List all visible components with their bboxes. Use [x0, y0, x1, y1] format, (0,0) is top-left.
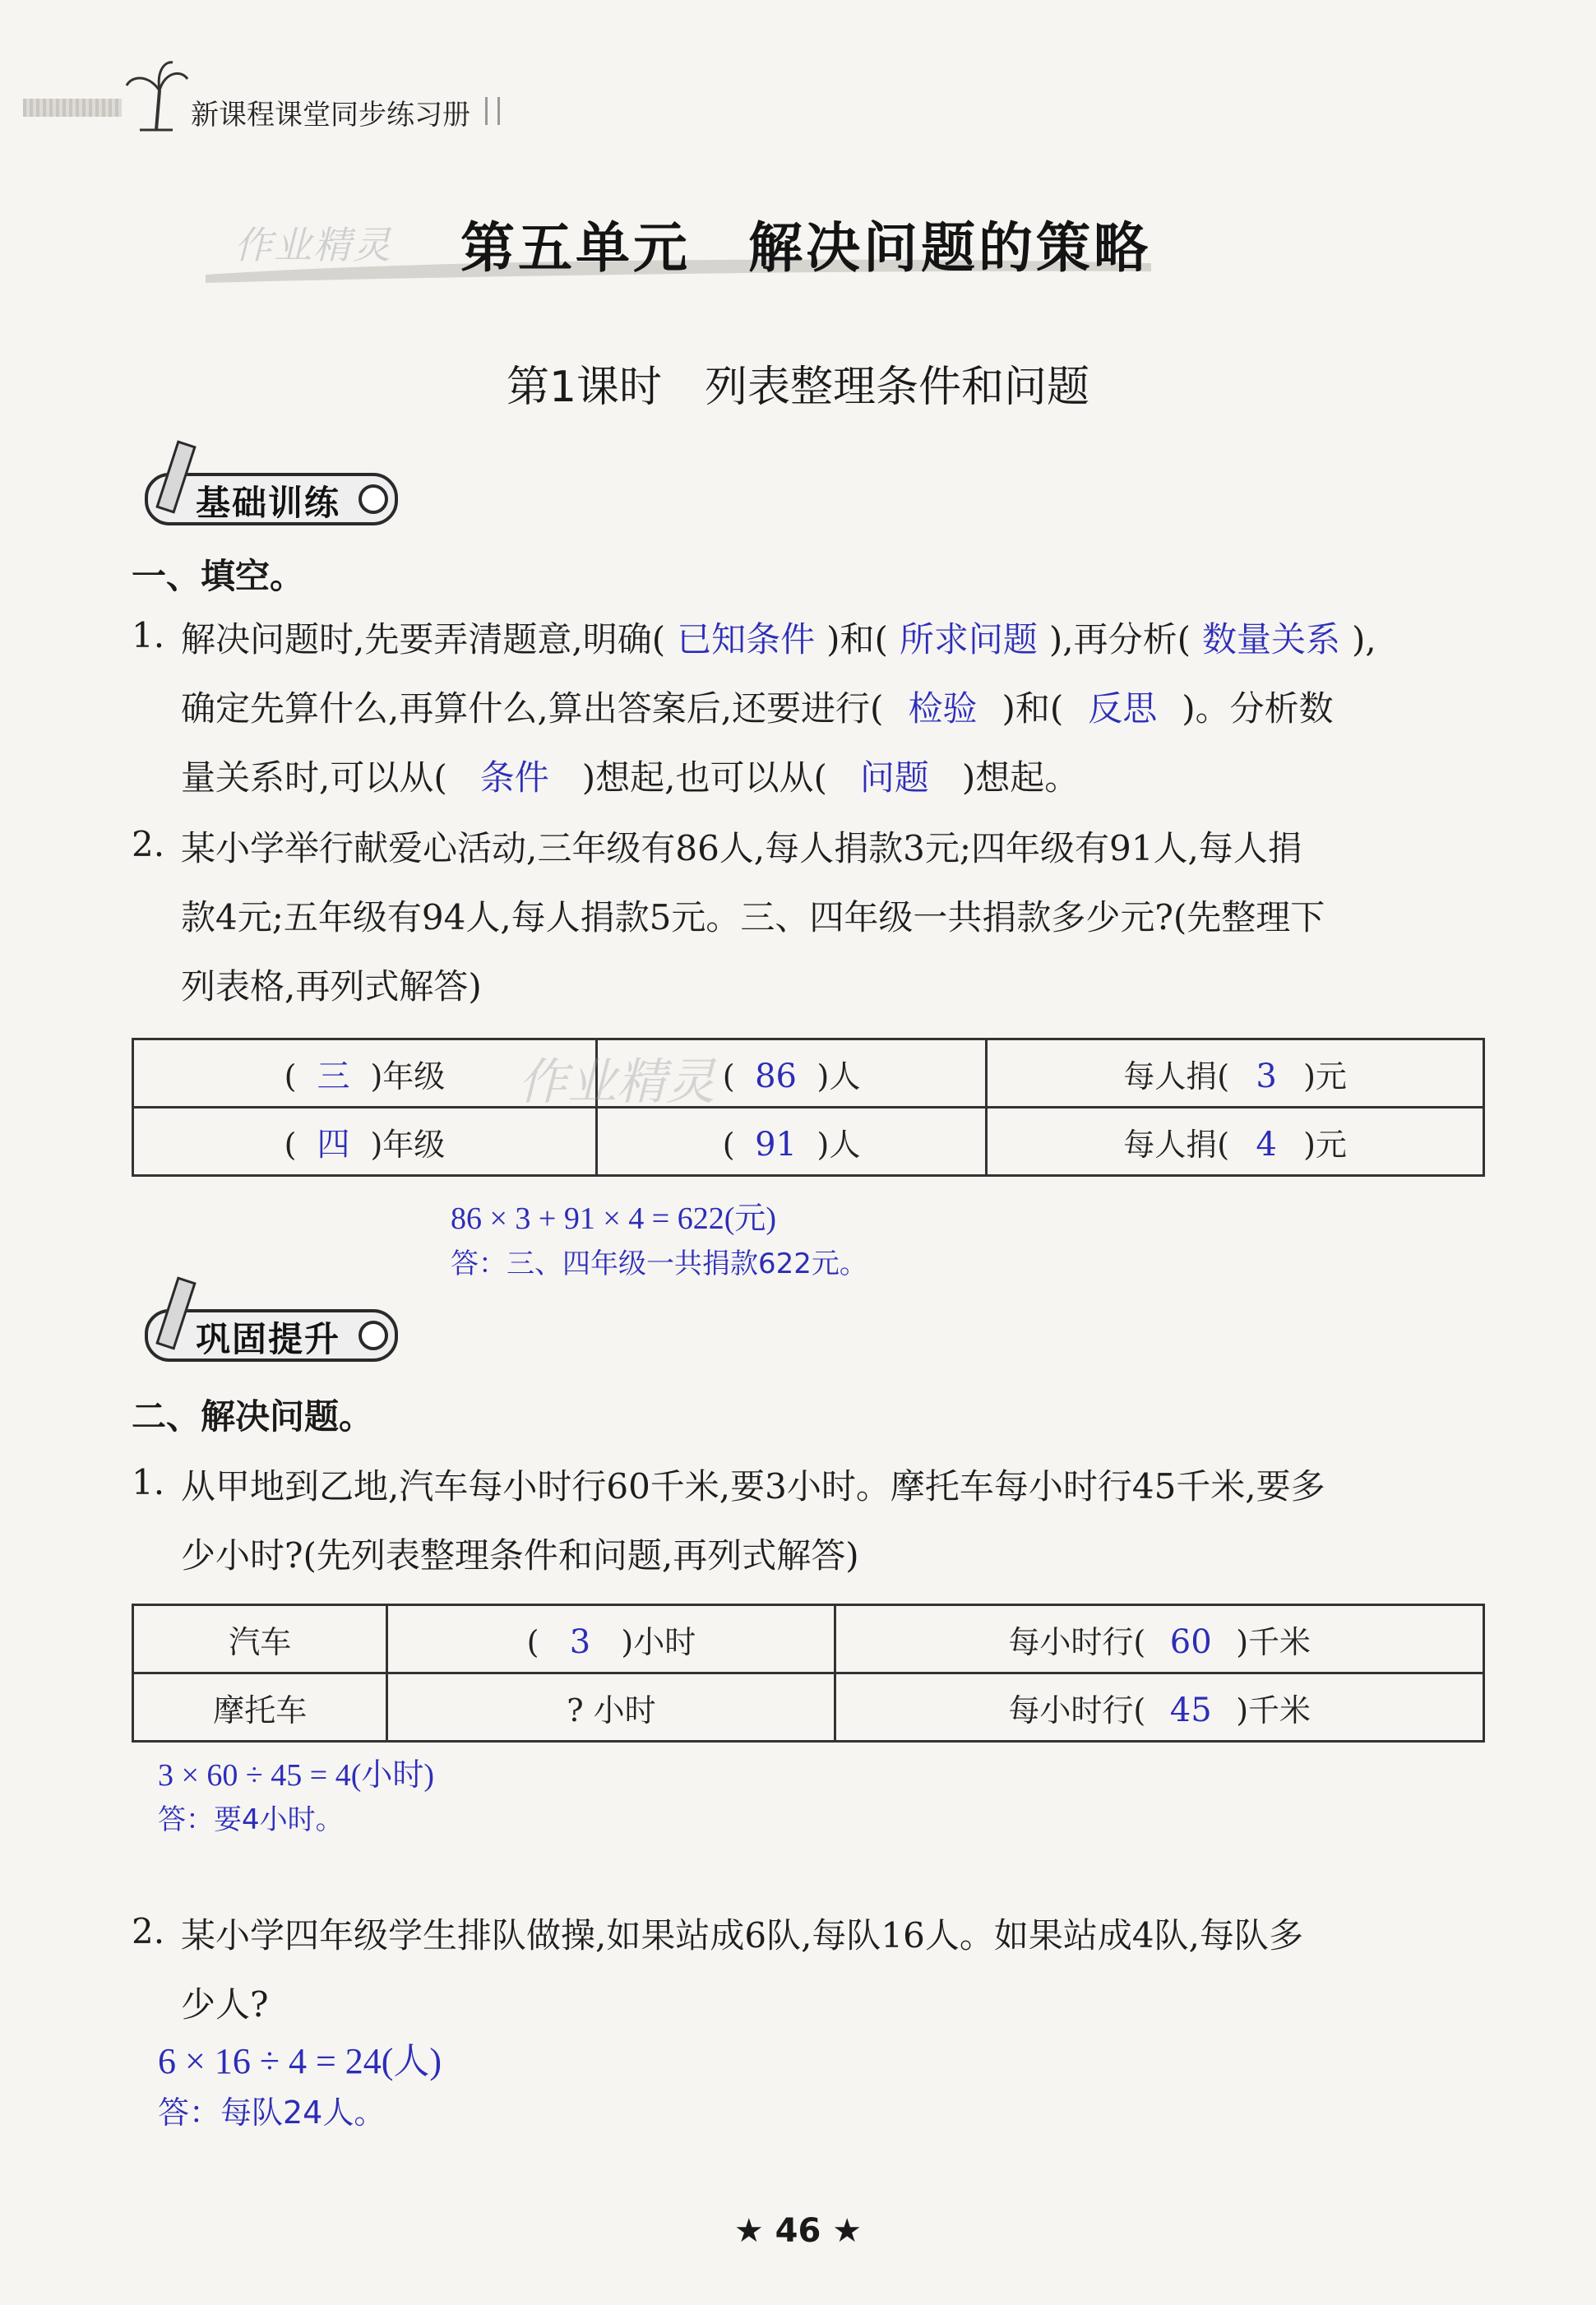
q1-text: )和( [1002, 688, 1064, 729]
q1-line2 [181, 674, 1334, 743]
q1-text: ), [1352, 619, 1376, 660]
answer-people: 91 [755, 1125, 797, 1164]
q1-text: )想起。 [961, 757, 1080, 798]
answer-per-person: 4 [1256, 1125, 1277, 1164]
answer-grade: 四 [317, 1125, 350, 1164]
q2-line1: 某小学举行献爱心活动,三年级有86人,每人捐款3元;四年级有91人,每人捐 [181, 828, 1302, 868]
paren: ( [722, 1058, 735, 1095]
palm-tree-icon [123, 58, 189, 132]
cell-text: )千米 [1236, 1692, 1311, 1729]
table-row [133, 1108, 1484, 1176]
paren: ( [526, 1623, 539, 1660]
cell-text: )小时 [621, 1623, 696, 1660]
travel-table [132, 1604, 1485, 1743]
question-number: 2. [132, 1911, 165, 1951]
s2q2-answer: 答：每队24人。 [158, 2094, 386, 2131]
header-marks [485, 97, 500, 125]
s2q2-line1: 某小学四年级学生排队做操,如果站成6队,每队16人。如果站成4队,每队多 [181, 1915, 1303, 1956]
badge-label: 巩固提升 [196, 1319, 341, 1359]
paren: ( [284, 1058, 297, 1095]
page-number: ★ 46 ★ [733, 2212, 863, 2250]
cell-text: 每人捐( [1123, 1058, 1230, 1095]
answer-reflect: 反思 [1088, 688, 1158, 729]
table-cell [133, 1108, 597, 1176]
answer-speed: 45 [1169, 1691, 1212, 1729]
paren: ( [722, 1126, 735, 1163]
s2q2-work: 6 × 16 ÷ 4 = 24(人) [158, 2041, 442, 2081]
s2q1-answer: 答：要4小时。 [158, 1803, 344, 1836]
header-decoration-bar [23, 99, 122, 117]
cell-text: 每小时行( [1008, 1623, 1146, 1660]
answer-people: 86 [755, 1057, 797, 1095]
s2q1-line1: 从甲地到乙地,汽车每小时行60千米,要3小时。摩托车每小时行45千米,要多 [181, 1466, 1325, 1507]
badge-label: 基础训练 [196, 483, 341, 523]
q2-work: 86 × 3 + 91 × 4 = 622(元) [451, 1201, 777, 1236]
question-number: 1. [132, 615, 165, 655]
paren: ( [284, 1126, 297, 1163]
cell-text: )元 [1303, 1058, 1347, 1095]
q1-line3 [181, 743, 1079, 812]
q1-text: )。分析数 [1182, 688, 1334, 729]
cell-text: )千米 [1236, 1623, 1311, 1660]
s2q2-line2: 少人? [181, 1984, 269, 2025]
table-cell [987, 1108, 1484, 1176]
table-cell [835, 1673, 1484, 1742]
table-cell [387, 1605, 835, 1673]
s2q1-line2: 少小时?(先列表整理条件和问题,再列式解答) [181, 1535, 859, 1576]
table-cell [596, 1108, 986, 1176]
cell-text: )人 [817, 1058, 861, 1095]
cell-text: )元 [1303, 1126, 1347, 1163]
answer-quantity-relation: 数量关系 [1202, 619, 1341, 660]
table-cell: 汽车 [133, 1605, 387, 1673]
answer-question: 问题 [859, 757, 929, 798]
donation-table [132, 1038, 1485, 1177]
q1-text: ),再分析( [1048, 619, 1191, 660]
book-title: 新课程课堂同步练习册 [191, 99, 470, 132]
answer-time: 3 [569, 1622, 591, 1661]
table-row [133, 1605, 1484, 1673]
answer-conditions: 条件 [479, 757, 549, 798]
table-cell [987, 1039, 1484, 1108]
s2q1-work: 3 × 60 ÷ 45 = 4(小时) [158, 1758, 435, 1793]
q1-text: )和( [826, 619, 888, 660]
question-number: 2. [132, 824, 165, 864]
unit-title: 第五单元 解决问题的策略 [460, 215, 1151, 280]
cell-text: )年级 [370, 1126, 446, 1163]
watermark-logo: 作业精灵 [234, 223, 392, 267]
table-cell: 摩托车 [133, 1673, 387, 1742]
section2-heading: 二、解决问题。 [132, 1396, 374, 1437]
watermark-logo: 作业精灵 [518, 1053, 715, 1111]
answer-grade: 三 [317, 1057, 350, 1095]
answer-per-person: 3 [1256, 1057, 1277, 1095]
table-row [133, 1673, 1484, 1742]
q1-text: 解决问题时,先要弄清题意,明确( [181, 619, 666, 660]
q2-line2: 款4元;五年级有94人,每人捐款5元。三、四年级一共捐款多少元?(先整理下 [181, 897, 1325, 937]
section1-heading: 一、填空。 [132, 556, 305, 596]
table-row [133, 1039, 1484, 1108]
cell-text: )年级 [370, 1058, 446, 1095]
answer-question-asked: 所求问题 [899, 619, 1038, 660]
q1-text: 确定先算什么,再算什么,算出答案后,还要进行( [181, 688, 884, 729]
q1-text: 量关系时,可以从( [181, 757, 447, 798]
table-cell: ? 小时 [387, 1673, 835, 1742]
q2-line3: 列表格,再列式解答) [181, 966, 482, 1007]
section-badge-basic [130, 465, 409, 525]
cell-text: )人 [817, 1126, 861, 1163]
q1-line1 [181, 605, 1376, 674]
answer-check: 检验 [908, 688, 978, 729]
q2-answer: 答：三、四年级一共捐款622元。 [451, 1247, 867, 1280]
section-badge-consolidate [130, 1301, 409, 1362]
cell-text: 每小时行( [1008, 1692, 1146, 1729]
q1-text: )想起,也可以从( [581, 757, 827, 798]
answer-speed: 60 [1169, 1622, 1212, 1661]
question-number: 1. [132, 1462, 165, 1502]
cell-text: 每人捐( [1123, 1126, 1230, 1163]
lesson-title: 第1课时 列表整理条件和问题 [506, 363, 1090, 412]
table-cell [835, 1605, 1484, 1673]
answer-known-conditions: 已知条件 [677, 619, 816, 660]
